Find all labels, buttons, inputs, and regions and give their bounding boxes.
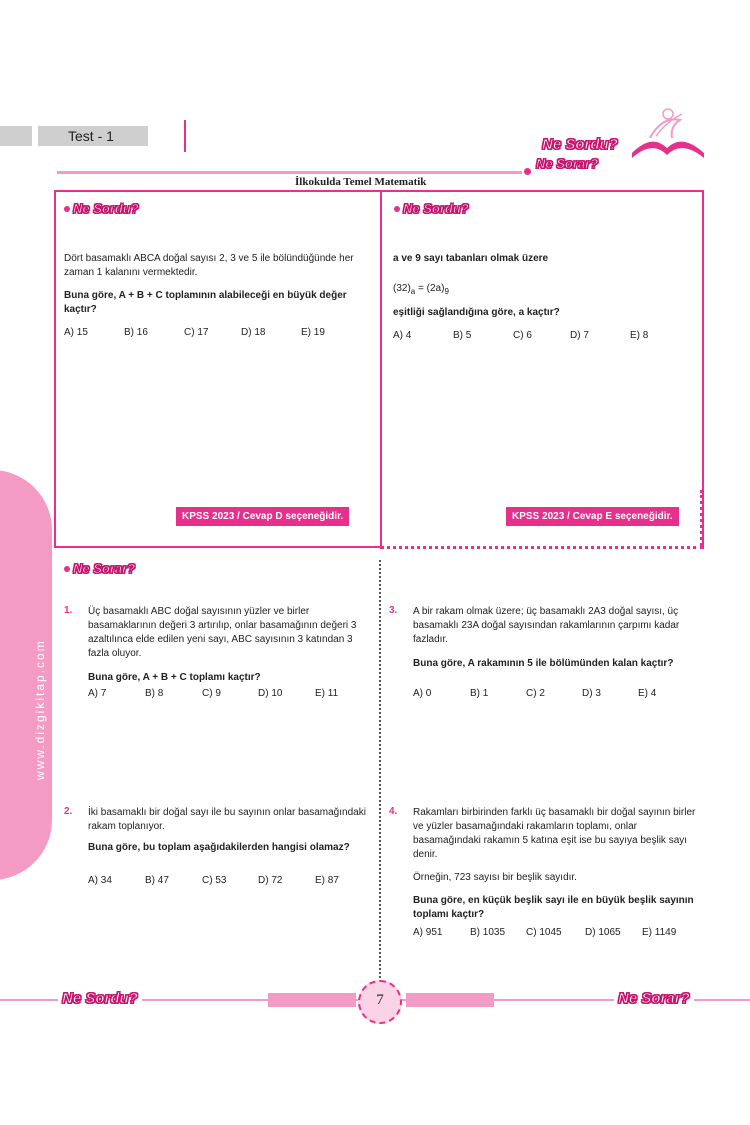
ne-sordu-badge-left: Ne Sordu? xyxy=(64,200,139,218)
option[interactable]: B) 1035 xyxy=(470,927,506,938)
q1-prompt: Buna göre, A + B + C toplamı kaçtır? xyxy=(88,672,261,683)
q3-prompt: Buna göre, A rakamının 5 ile bölümünden kalan kaçtır? xyxy=(413,658,674,669)
page-number-circle xyxy=(358,980,402,1024)
q4-text: Rakamları birbirinden farklı üç basamaklı bir doğal sayının birler ve yüzler basamağındaki rakamların toplamı, onlar basamağındaki rakamın 5 katına eşit ise bu sayıya beşlik sayı denir. xyxy=(413,807,696,860)
right-box-dotted-bottom xyxy=(380,546,704,549)
right-equation: $(32)_a = (2a)_9$ xyxy=(393,283,449,296)
subject-title: İlkokulda Temel Matematik xyxy=(295,176,427,188)
option[interactable]: C) 9 xyxy=(202,688,221,699)
right-box xyxy=(380,190,704,546)
q3-options xyxy=(413,688,678,699)
right-answer-box: KPSS 2023 / Cevap E seçeneğidir. xyxy=(506,507,679,526)
option[interactable]: B) 5 xyxy=(453,330,472,341)
option[interactable]: A) 34 xyxy=(88,875,112,886)
left-options xyxy=(64,327,341,338)
q4-example: Örneğin, 723 sayısı bir beşlik sayıdır. xyxy=(413,872,577,883)
book-icon xyxy=(622,108,712,168)
footer-right-logo: Ne Sorar? xyxy=(614,990,694,1008)
right-options xyxy=(393,330,670,341)
option[interactable]: A) 951 xyxy=(413,927,443,938)
ne-sordu-frame xyxy=(54,190,704,546)
right-box-dotted-side xyxy=(700,490,703,546)
left-answer-box: KPSS 2023 / Cevap D seçeneğidir. xyxy=(176,507,349,526)
option[interactable]: C) 53 xyxy=(202,875,227,886)
ne-sordu-badge-right: Ne Sordu? xyxy=(394,200,469,218)
subject-line-dot xyxy=(524,168,531,175)
option[interactable]: D) 10 xyxy=(258,688,283,699)
footer-left-logo: Ne Sordu? xyxy=(58,990,142,1008)
side-url: www.dizgikitap.com xyxy=(33,639,47,780)
header-logo-bottom: Ne Sorar? xyxy=(536,156,599,171)
option[interactable]: E) 87 xyxy=(315,875,339,886)
q1-text: Üç basamaklı ABC doğal sayısının yüzler ve birler basamaklarının değeri 3 artırılıp, onlar basamağının değeri 3 azaltılınca elde edilen yeni sayı, ABC sayısının 3 katından 3 fazla oluyor. xyxy=(88,606,357,659)
right-question-text: a ve 9 sayı tabanları olmak üzere xyxy=(393,253,549,264)
option[interactable]: B) 16 xyxy=(124,327,148,338)
left-question-text: Dört basamaklı ABCA doğal sayısı 2, 3 ve 5 ile bölündüğünde her zaman 1 kalanını vermektedir. xyxy=(64,253,354,278)
option[interactable]: A) 15 xyxy=(64,327,88,338)
option[interactable]: D) 72 xyxy=(258,875,283,886)
q2-options xyxy=(88,875,355,886)
footer-bar-left xyxy=(268,993,356,1007)
q1-options xyxy=(88,688,355,699)
option[interactable]: D) 7 xyxy=(570,330,589,341)
option[interactable]: C) 17 xyxy=(184,327,209,338)
q4-number: 4. xyxy=(389,806,398,817)
option[interactable]: C) 2 xyxy=(526,688,545,699)
header-logo xyxy=(530,108,710,178)
option[interactable]: D) 18 xyxy=(241,327,266,338)
test-label: Test - 1 xyxy=(68,128,114,144)
left-box xyxy=(54,190,382,548)
column-divider xyxy=(379,560,381,982)
q1-number: 1. xyxy=(64,605,73,616)
page-number: 7 xyxy=(376,992,384,1008)
footer-bar-right xyxy=(406,993,494,1007)
header-gray-strip-left xyxy=(0,126,32,146)
q4-prompt: Buna göre, en küçük beşlik sayı ile en büyük beşlik sayının toplamı kaçtır? xyxy=(413,895,694,920)
option[interactable]: E) 11 xyxy=(315,688,339,699)
q4-options xyxy=(413,927,684,938)
right-question-prompt: eşitliği sağlandığına göre, a kaçtır? xyxy=(393,307,560,318)
option[interactable]: B) 8 xyxy=(145,688,164,699)
test-label-box xyxy=(38,126,148,146)
option[interactable]: A) 4 xyxy=(393,330,412,341)
q2-prompt: Buna göre, bu toplam aşağıdakilerden hangisi olamaz? xyxy=(88,842,350,853)
option[interactable]: C) 6 xyxy=(513,330,532,341)
option[interactable]: E) 19 xyxy=(301,327,325,338)
header-logo-top: Ne Sordu? xyxy=(542,136,618,153)
q3-number: 3. xyxy=(389,605,398,616)
header-divider xyxy=(184,120,186,152)
option[interactable]: C) 1045 xyxy=(526,927,562,938)
q2-text: İki basamaklı bir doğal sayı ile bu sayının onlar basamağındaki rakam toplanıyor. xyxy=(88,807,366,832)
ne-sorar-badge: Ne Sorar? xyxy=(64,560,135,578)
option[interactable]: D) 1065 xyxy=(585,927,621,938)
option[interactable]: E) 4 xyxy=(638,688,657,699)
subject-line xyxy=(57,171,522,174)
q3-text: A bir rakam olmak üzere; üç basamaklı 2A3 doğal sayısı, üç basamaklı 23A doğal sayısından rakamlarının çarpımı kadar fazladır. xyxy=(413,606,680,645)
q2-number: 2. xyxy=(64,806,73,817)
option[interactable]: E) 8 xyxy=(630,330,649,341)
left-question-prompt: Buna göre, A + B + C toplamının alabileceği en büyük değer kaçtır? xyxy=(64,290,347,315)
option[interactable]: D) 3 xyxy=(582,688,601,699)
option[interactable]: B) 47 xyxy=(145,875,169,886)
option[interactable]: B) 1 xyxy=(470,688,489,699)
option[interactable]: E) 1149 xyxy=(642,927,677,938)
option[interactable]: A) 0 xyxy=(413,688,432,699)
option[interactable]: A) 7 xyxy=(88,688,107,699)
